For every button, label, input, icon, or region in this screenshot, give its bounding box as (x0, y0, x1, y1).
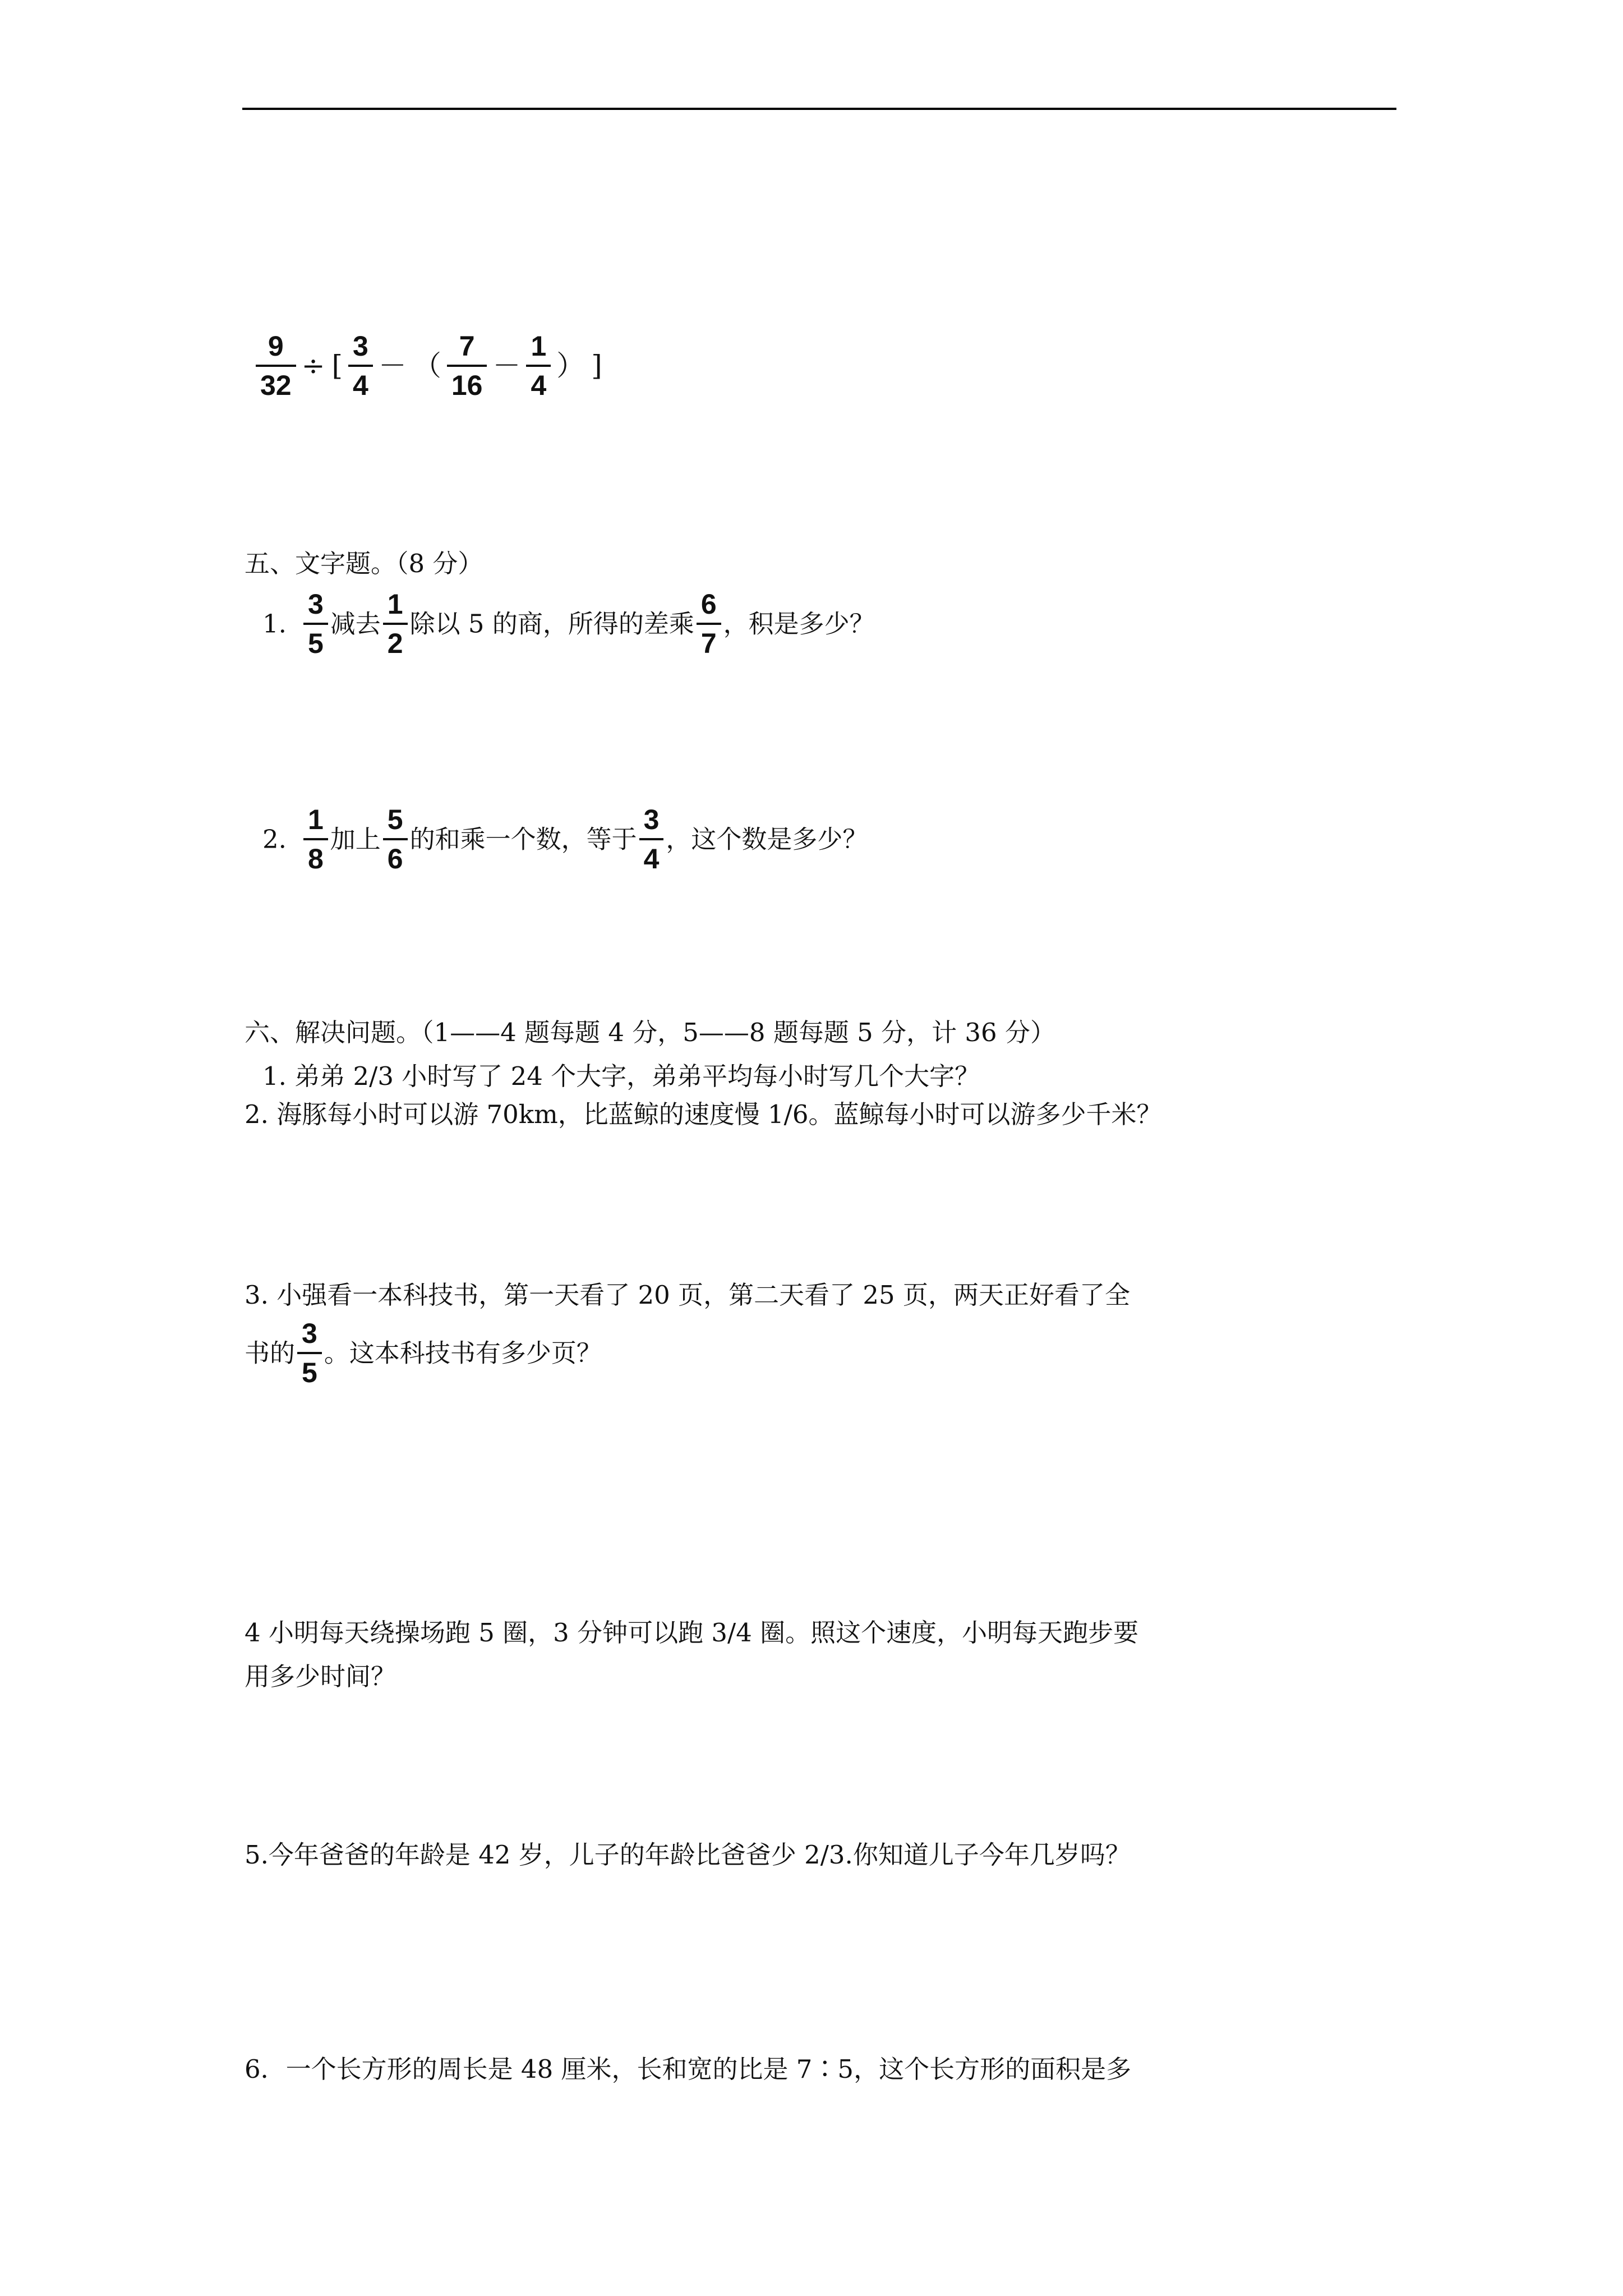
fraction: $\frac{1}{8}$ (303, 806, 328, 873)
section6-question-5: 5.今年爸爸的年龄是 42 岁，儿子的年龄比爸爸少 2/3.你知道儿子今年几岁吗？ (245, 1840, 1131, 1870)
section6-question-3-line1: 3. 小强看一本科技书，第一天看了 20 页，第二天看了 25 页，两天正好看了全 (245, 1280, 1130, 1310)
section6-heading: 六、解决问题。（1——4 题每题 4 分，5——8 题每题 5 分，计 36 分） (245, 1018, 1055, 1047)
question-text: 除以 5 的商，所得的差乘 (409, 609, 694, 639)
left-bracket: [ (331, 349, 343, 382)
section6-question-1: 1. 弟弟 2/3 小时写了 24 个大字，弟弟平均每小时写几个大字？ (262, 1061, 980, 1091)
question-text: 的和乘一个数，等于 (409, 824, 637, 854)
left-paren: （ (413, 349, 441, 382)
expression (253, 332, 606, 399)
section6-question-4-line2: 用多少时间？ (245, 1662, 396, 1691)
fraction: $\frac{6}{7}$ (697, 590, 721, 657)
fraction: $\frac{9}{32}$ (256, 332, 296, 399)
fraction: $\frac{5}{6}$ (383, 806, 408, 873)
section6-question-2: 2. 海豚每小时可以游 70km，比蓝鲸的速度慢 1/6。蓝鲸每小时可以游多少千米？ (245, 1099, 1162, 1129)
header-rule (242, 108, 1396, 110)
question-number: 2. (262, 824, 287, 854)
right-bracket: ] (591, 349, 602, 382)
minus-sign: － (378, 349, 407, 382)
fraction: $\frac{7}{16}$ (447, 332, 487, 399)
question-text: ，这个数是多少？ (666, 824, 868, 854)
section5-question-1 (262, 590, 875, 657)
section6-question-6: 6．一个长方形的周长是 48 厘米，长和宽的比是 7∶5，这个长方形的面积是多 (245, 2054, 1132, 2084)
right-paren: ） (556, 349, 585, 382)
minus-sign: － (492, 349, 521, 382)
fraction: $\frac{3}{4}$ (348, 332, 373, 399)
section6-question-4-line1: 4 小明每天绕操场跑 5 圈，3 分钟可以跑 3/4 圈。照这个速度，小明每天跑步要 (245, 1618, 1139, 1648)
divide-sign: ÷ (301, 349, 325, 382)
fraction: $\frac{3}{5}$ (297, 1319, 322, 1387)
question-text: 减去 (330, 609, 381, 639)
question-text: 加上 (330, 824, 381, 854)
fraction: $\frac{1}{4}$ (526, 332, 551, 399)
section6-question-3-line2: 书的 $\frac{3}{5}$ 。这本科技书有多少页？ (245, 1318, 602, 1388)
question-number: 1. (262, 609, 287, 639)
section5-heading: 五、文字题。（8 分） (245, 549, 483, 578)
fraction: $\frac{3}{4}$ (639, 806, 664, 873)
fraction: $\frac{3}{5}$ (303, 590, 328, 657)
section5-question-2 (262, 806, 868, 873)
question-text: ，积是多少？ (723, 609, 875, 639)
fraction: $\frac{1}{2}$ (383, 590, 408, 657)
